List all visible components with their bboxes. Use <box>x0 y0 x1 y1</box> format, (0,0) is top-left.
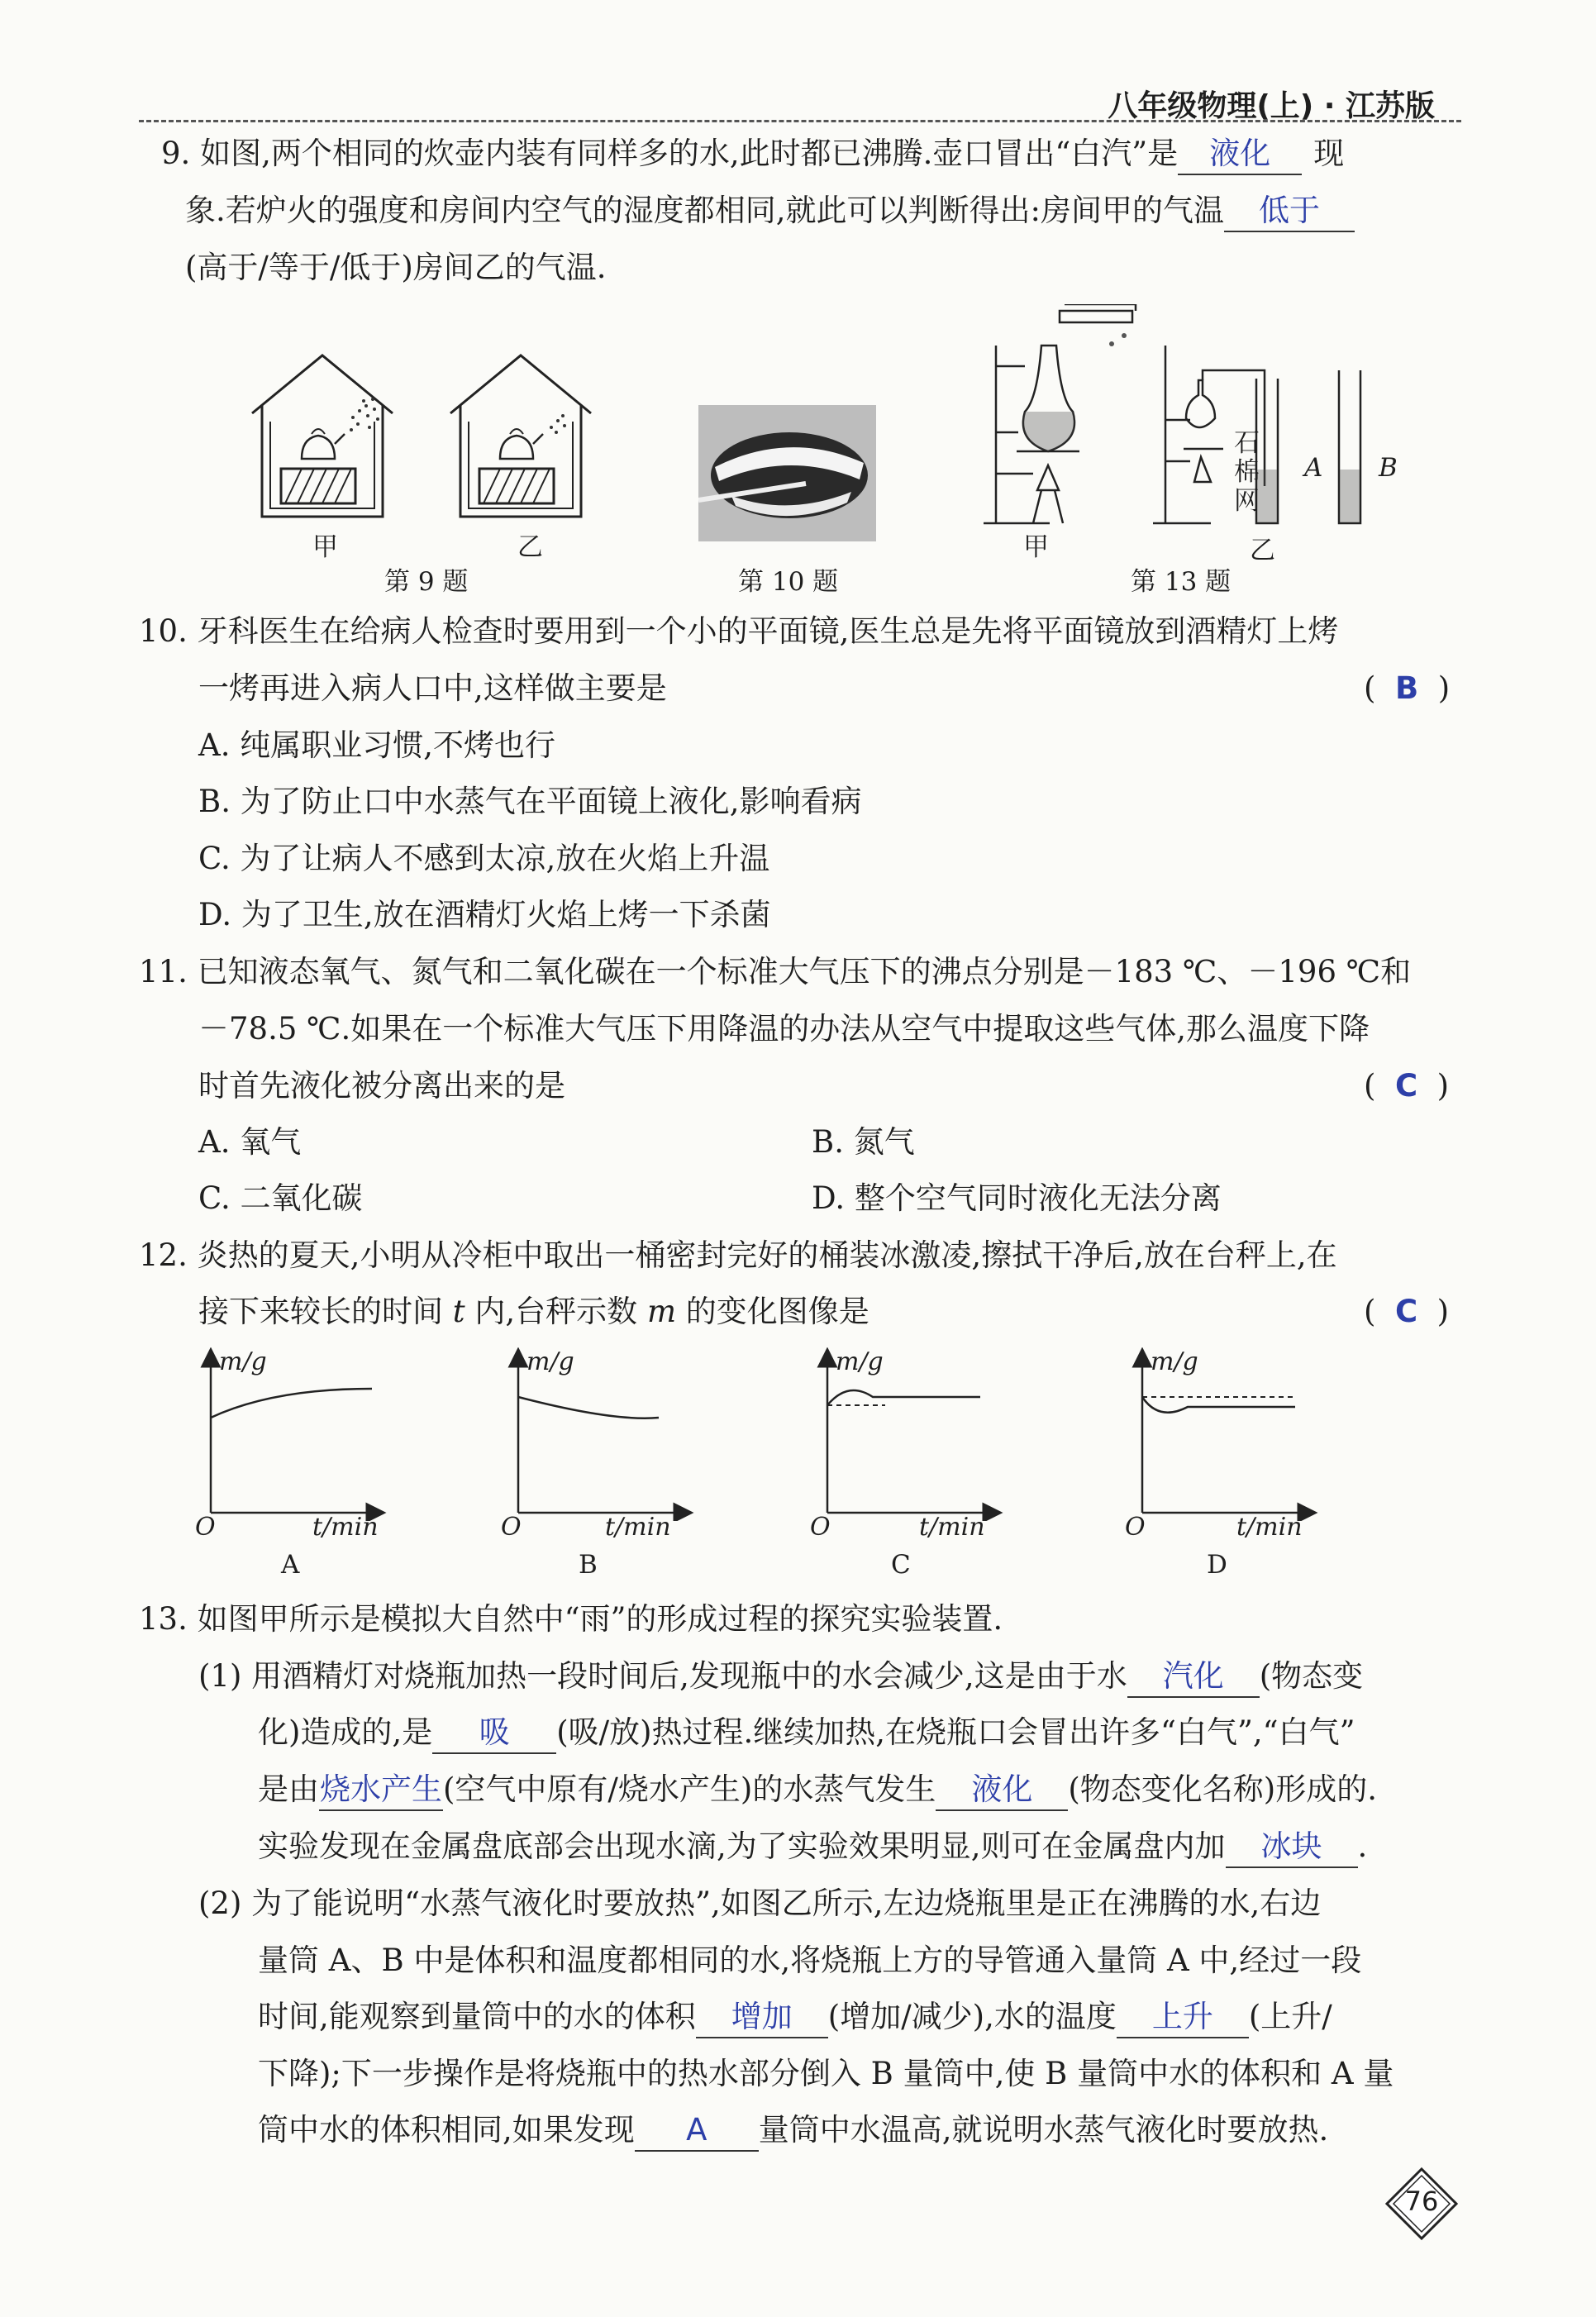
fig13-label-yi: 乙 <box>1250 536 1275 565</box>
q13-p1-answer2: 吸 <box>432 1713 556 1754</box>
q13-p2-line2: 量筒 A、B 中是体积和温度都相同的水,将烧瓶上方的导管通入量筒 A 中,经过一段 <box>258 1943 1362 1978</box>
page-number: 76 <box>1404 2186 1439 2217</box>
q12-b-ylabel: m/g <box>526 1347 574 1376</box>
q9-answer1: 液化 <box>1178 134 1302 175</box>
q13-p2-answer1: 增加 <box>696 1997 828 2038</box>
q12-label-b: B <box>579 1550 598 1580</box>
q10-answer: B <box>1394 670 1419 706</box>
q12-a-xlabel: t/min <box>312 1513 379 1542</box>
q13-p1-answer3: 烧水产生 <box>319 1770 443 1811</box>
fig13-label-B: B <box>1379 453 1398 483</box>
q11-option-a: A. 氧气 <box>198 1124 302 1160</box>
fig9-caption: 第 9 题 <box>384 567 469 597</box>
figure-10-mouth-photo <box>698 405 876 541</box>
q13-p2-line4: 下降);下一步操作是将烧瓶中的热水部分倒入 B 量筒中,使 B 量筒中水的体积和 A 量 <box>258 2056 1394 2091</box>
q12-line2: 接下来较长的时间 t 内,台秤示数 m 的变化图像是 <box>198 1294 869 1329</box>
q10-option-a: A. 纯属职业习惯,不烤也行 <box>198 727 556 763</box>
page-header: 八年级物理(上) · 江苏版 <box>1108 89 1435 123</box>
q13-p1-line4: 实验发现在金属盘底部会出现水滴,为了实验效果明显,则可在金属盘内加 冰块 . <box>258 1827 1367 1868</box>
q13-p2-answer3: A <box>635 2110 759 2152</box>
q13-p2-line5: 筒中水的体积相同,如果发现 A 量筒中水温高,就说明水蒸气液化时要放热. <box>258 2110 1328 2152</box>
q12-label-d: D <box>1207 1550 1227 1580</box>
q10-option-d: D. 为了卫生,放在酒精灯火焰上烤一下杀菌 <box>198 897 771 932</box>
q9-answer2: 低于 <box>1224 191 1355 232</box>
q13-p1-answer1: 汽化 <box>1127 1657 1260 1698</box>
q12-c-xlabel: t/min <box>919 1513 985 1542</box>
q10-line2: 一烤再进入病人口中,这样做主要是 <box>198 670 667 706</box>
q12-a-ylabel: m/g <box>219 1347 267 1376</box>
q13-p1-answer5: 冰块 <box>1226 1827 1358 1868</box>
q12-d-ylabel: m/g <box>1151 1347 1198 1376</box>
header-divider <box>139 120 1461 122</box>
q10-option-c: C. 为了让病人不感到太凉,放在火焰上升温 <box>198 841 770 876</box>
q10-line1: 10. 牙科医生在给病人检查时要用到一个小的平面镜,医生总是先将平面镜放到酒精灯上烤 <box>139 613 1339 649</box>
q9-line2: 象.若炉火的强度和房间内空气的湿度都相同,就此可以判断得出:房间甲的气温 低于 <box>185 191 1355 232</box>
q12-answer-paren: ( C ) <box>1364 1294 1450 1329</box>
q9-line1: 9. 如图,两个相同的炊壶内装有同样多的水,此时都已沸腾.壶口冒出“白汽”是 液化 现 <box>161 134 1344 175</box>
fig13-caption: 第 13 题 <box>1131 567 1232 597</box>
q13-p1-line3: 是由烧水产生(空气中原有/烧水产生)的水蒸气发生 液化 (物态变化名称)形成的. <box>258 1770 1377 1811</box>
q11-answer: C <box>1394 1068 1418 1104</box>
q12-a-origin: O <box>195 1513 216 1542</box>
q13-p2-answer2: 上升 <box>1117 1997 1249 2038</box>
fig13-asbestos-3: 网 <box>1234 486 1260 516</box>
q13-p1-line2: 化)造成的,是 吸 (吸/放)热过程.继续加热,在烧瓶口会冒出许多“白气”,“白气” <box>258 1713 1355 1754</box>
q12-line1: 12. 炎热的夏天,小明从冷柜中取出一桶密封完好的桶装冰激凌,擦拭干净后,放在台秤上,在 <box>139 1237 1337 1273</box>
q13-p2-line3: 时间,能观察到量筒中的水的体积 增加 (增加/减少),水的温度 上升 (上升/ <box>258 1997 1332 2038</box>
fig9-label-jia: 甲 <box>312 532 338 562</box>
q11-line2: －78.5 ℃.如果在一个标准大气压下用降温的办法从空气中提取这些气体,那么温度下降 <box>198 1011 1370 1046</box>
q12-d-xlabel: t/min <box>1236 1513 1303 1542</box>
fig13-label-A: A <box>1304 453 1323 483</box>
q11-option-c: C. 二氧化碳 <box>198 1180 363 1216</box>
q12-c-ylabel: m/g <box>836 1347 884 1376</box>
q13-p1-line1: (1) 用酒精灯对烧瓶加热一段时间后,发现瓶中的水会减少,这是由于水 汽化 (物态变 <box>198 1657 1363 1698</box>
q10-option-b: B. 为了防止口中水蒸气在平面镜上液化,影响看病 <box>198 784 862 819</box>
fig9-label-yi: 乙 <box>517 532 543 562</box>
q12-c-origin: O <box>810 1513 831 1542</box>
q12-b-origin: O <box>501 1513 522 1542</box>
q12-b-xlabel: t/min <box>605 1513 671 1542</box>
q9-line3: (高于/等于/低于)房间乙的气温. <box>185 250 607 285</box>
q10-answer-paren: ( B ) <box>1364 670 1451 706</box>
figure-13-apparatus <box>967 304 1413 532</box>
fig13-asbestos-2: 棉 <box>1234 457 1260 487</box>
q12-d-origin: O <box>1125 1513 1146 1542</box>
q11-option-d: D. 整个空气同时液化无法分离 <box>812 1180 1222 1216</box>
fig10-caption: 第 10 题 <box>738 567 839 597</box>
q13-p2-line1: (2) 为了能说明“水蒸气液化时要放热”,如图乙所示,左边烧瓶里是正在沸腾的水,右边 <box>198 1886 1322 1921</box>
q11-option-b: B. 氮气 <box>812 1124 915 1160</box>
q11-line1: 11. 已知液态氧气、氮气和二氧化碳在一个标准大气压下的沸点分别是－183 ℃、－196 ℃和 <box>139 954 1412 989</box>
q12-answer: C <box>1394 1294 1418 1329</box>
fig13-asbestos-1: 石 <box>1234 428 1260 458</box>
q11-line3: 时首先液化被分离出来的是 <box>198 1068 565 1104</box>
figure-9-houses <box>244 351 632 541</box>
fig13-label-jia: 甲 <box>1023 532 1049 562</box>
q12-label-a: A <box>281 1550 300 1580</box>
q12-label-c: C <box>891 1550 911 1580</box>
q13-p1-answer4: 液化 <box>936 1770 1068 1811</box>
q13-stem: 13. 如图甲所示是模拟大自然中“雨”的形成过程的探究实验装置. <box>139 1601 1003 1637</box>
q11-answer-paren: ( C ) <box>1364 1068 1450 1104</box>
